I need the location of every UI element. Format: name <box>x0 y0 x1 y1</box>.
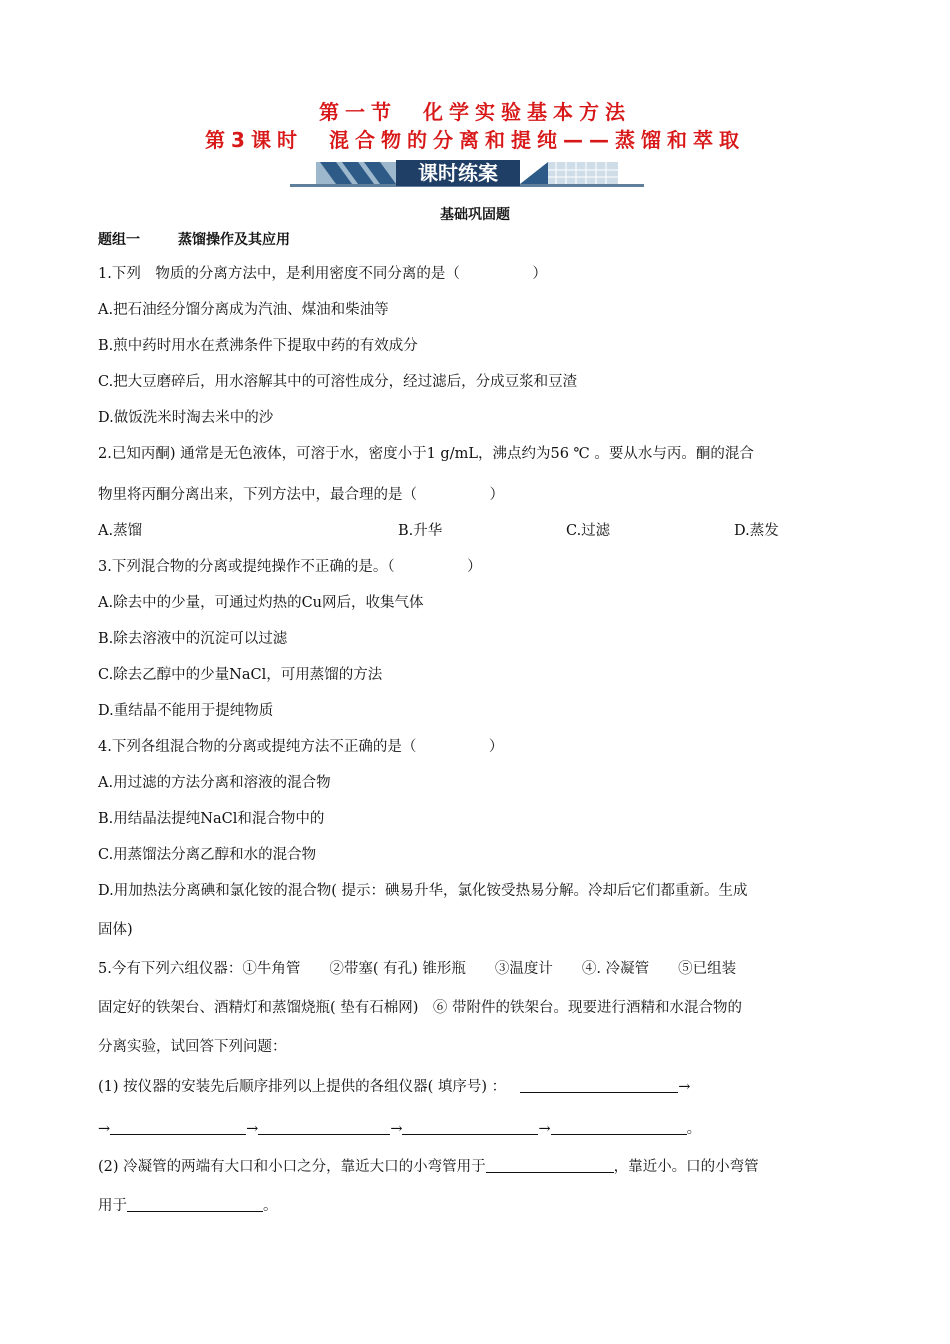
q5-part2 <box>98 1155 759 1176</box>
q5-part1 <box>98 1075 690 1096</box>
stripe-right-icon <box>520 162 618 184</box>
q1-option-b: B.煎中药时用水在煮沸条件下提取中药的有效成分 <box>98 338 418 354</box>
arrow: → <box>246 1121 259 1137</box>
answer-blank-6[interactable] <box>486 1157 614 1173</box>
q4-option-d-line2: 固体) <box>98 922 133 938</box>
q2-stem-line2: 物里将丙酮分离出来，下列方法中，最合理的是（ ） <box>98 487 504 503</box>
q1-option-d: D.做饭洗米时淘去米中的沙 <box>98 410 274 426</box>
answer-blank-2[interactable] <box>110 1119 246 1135</box>
q3-option-a: A.除去中的少量，可通过灼热的Cu网后，收集气体 <box>98 595 424 611</box>
q5-stem-line2: 固定好的铁架台、酒精灯和蒸馏烧瓶( 垫有石棉网) ⑥ 带附件的铁架台。现要进行酒精和水混合物的 <box>98 1000 743 1016</box>
q3-option-c: C.除去乙醇中的少量NaCl，可用蒸馏的方法 <box>98 667 383 683</box>
q2-option-b: B.升华 <box>398 523 443 539</box>
lesson-subtitle: 第3课时 混合物的分离和提纯——蒸馏和萃取 <box>205 128 745 152</box>
q5-part2-text-a: (2) 冷凝管的两端有大口和小口之分，靠近大口的小弯管用于 <box>98 1159 486 1175</box>
q1-option-c: C.把大豆磨碎后，用水溶解其中的可溶性成分，经过滤后，分成豆浆和豆渣 <box>98 374 578 390</box>
q3-stem: 3.下列混合物的分离或提纯操作不正确的是。（ ） <box>98 559 482 575</box>
q5-part1-text: (1) 按仪器的安装先后顺序排列以上提供的各组仪器( 填序号) ： <box>98 1079 507 1095</box>
banner-text: 课时练案 <box>418 161 498 185</box>
stripe-left-icon <box>316 162 396 184</box>
q5-stem-line3: 分离实验，试回答下列问题： <box>98 1039 287 1055</box>
q5-part2-text-b: ，靠近小。口的小弯管 <box>613 1159 759 1175</box>
section-title: 基础巩固题 <box>440 207 510 223</box>
period: 。 <box>686 1121 702 1137</box>
q4-option-c: C.用蒸馏法分离乙醇和水的混合物 <box>98 847 317 863</box>
q2-option-a: A.蒸馏 <box>98 523 143 539</box>
q3-option-d: D.重结晶不能用于提纯物质 <box>98 703 274 719</box>
answer-blank-1[interactable] <box>520 1077 678 1093</box>
q5-stem-line1: 5.今有下列六组仪器：①牛角管 ②带塞( 有孔) 锥形瓶 ③温度计 ④. 冷凝管 ⑤已组装 <box>98 961 737 977</box>
q4-option-b: B.用结晶法提纯NaCl和混合物中的 <box>98 811 325 827</box>
q1-stem: 1.下列 物质的分离方法中，是利用密度不同分离的是（ ） <box>98 266 547 282</box>
practice-banner <box>290 158 644 190</box>
period: 。 <box>263 1198 278 1214</box>
q2-stem-line1: 2.已知丙酮) 通常是无色液体，可溶于水，密度小于1 g/mL，沸点约为56 ℃ 。要从水与丙。酮的混合 <box>98 446 754 462</box>
arrow: → <box>98 1121 111 1137</box>
q3-option-b: B.除去溶液中的沉淀可以过滤 <box>98 631 288 647</box>
answer-blank-5[interactable] <box>551 1119 687 1135</box>
arrow: → <box>390 1121 403 1137</box>
q5-part1-cont <box>98 1117 701 1138</box>
answer-blank-4[interactable] <box>402 1119 538 1135</box>
lesson-title: 第一节 化学实验基本方法 <box>319 100 631 124</box>
q4-option-d-line1: D.用加热法分离碘和氯化铵的混合物( 提示：碘易升华，氯化铵受热易分解。冷却后它们都重新。生成 <box>98 883 748 899</box>
q2-option-d: D.蒸发 <box>734 523 779 539</box>
answer-blank-7[interactable] <box>127 1196 263 1212</box>
q1-option-a: A.把石油经分馏分离成为汽油、煤油和柴油等 <box>98 302 389 318</box>
group-title <box>98 229 290 249</box>
q4-option-a: A.用过滤的方法分离和溶液的混合物 <box>98 775 331 791</box>
answer-blank-3[interactable] <box>258 1119 390 1135</box>
arrow: → <box>678 1079 691 1095</box>
group-label: 题组一 <box>98 232 140 248</box>
group-name: 蒸馏操作及其应用 <box>178 232 290 248</box>
arrow: → <box>538 1121 551 1137</box>
q5-part2-text-c: 用于 <box>98 1198 127 1214</box>
q5-part2-cont <box>98 1194 278 1215</box>
q2-option-c: C.过滤 <box>566 523 611 539</box>
q4-stem: 4.下列各组混合物的分离或提纯方法不正确的是（ ） <box>98 739 504 755</box>
